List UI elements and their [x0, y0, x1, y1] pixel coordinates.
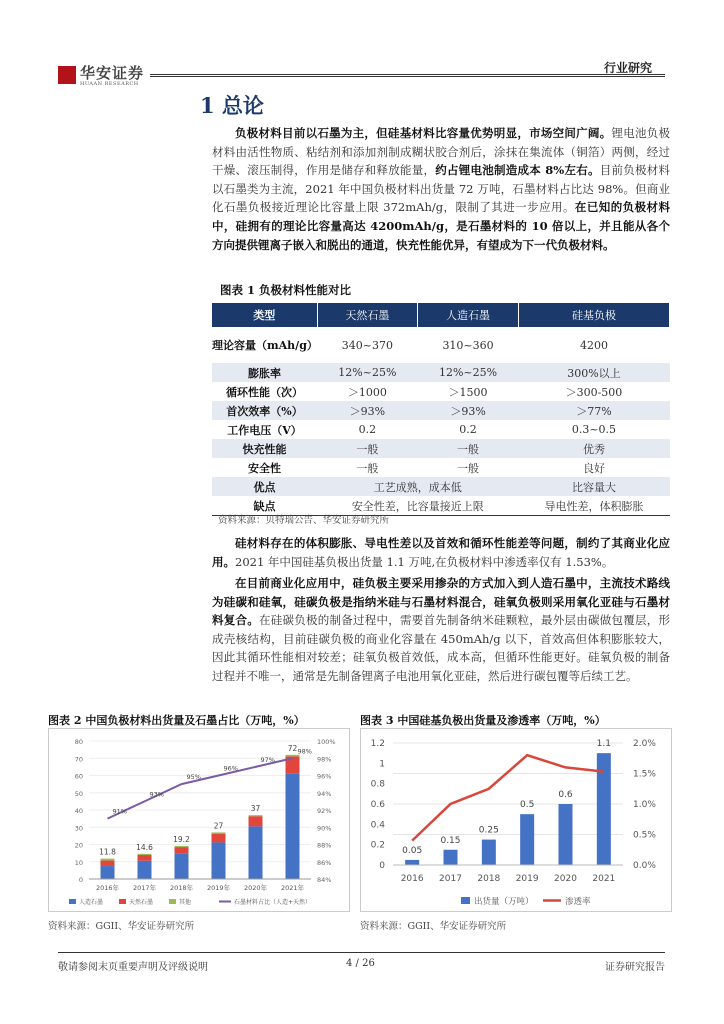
y2-tick-label: 86% — [317, 858, 332, 867]
figure-2-title: 图表 2 中国负极材料出货量及石墨占比（万吨，%） — [48, 714, 305, 727]
table-cell: 良好 — [582, 461, 605, 475]
legend-label: 渗透率 — [565, 897, 591, 907]
row-label: 膨胀率 — [212, 363, 317, 382]
y-tick-label: 80 — [74, 738, 83, 746]
figure-3-source: 资料来源：GGII、华安证券研究所 — [360, 921, 507, 932]
legend-label: 天然石墨 — [129, 899, 154, 906]
table-cell: 比容量大 — [518, 477, 669, 496]
y-tick-label: 0 — [379, 861, 385, 871]
legend-swatch — [461, 897, 470, 904]
legend-label: 人造石墨 — [79, 899, 104, 906]
y2-tick-label: 92% — [317, 807, 332, 815]
table-row — [212, 327, 670, 363]
bar-value-label: 0.15 — [440, 835, 461, 846]
bar-total-label: 37 — [250, 804, 261, 814]
table-cell: 340~370 — [341, 338, 393, 352]
row-label: 优点 — [212, 477, 317, 496]
footer-report-type: 证券研究报告 — [605, 962, 665, 973]
y2-tick-label: 1.5% — [633, 769, 656, 780]
x-tick-label: 2017 — [439, 874, 462, 884]
table-cell: 12%~25% — [317, 363, 418, 382]
figure-3-title: 图表 3 中国硅基负极出货量及渗透率（万吨，%） — [360, 714, 606, 727]
table-row — [212, 420, 670, 439]
table-row — [212, 382, 670, 401]
table-cell: 0.3~0.5 — [571, 423, 617, 436]
performance-table — [212, 303, 670, 516]
line-value-label: 97% — [260, 755, 275, 764]
y-tick-label: 0.4 — [370, 820, 385, 831]
table-cell: ＞300-500 — [565, 385, 623, 399]
bar-segment — [101, 861, 115, 867]
x-tick-label: 2017年 — [132, 884, 157, 892]
p2-text-1: 2021 年中国硅基负极出货量 1.1 万吨,在负极材料中渗透率仅有 1.53%。 — [235, 554, 614, 569]
bar-segment — [175, 847, 189, 854]
p1-bold-3: 在已知的负极材料中，硅拥有的理论比容量高达 4200mAh/g，是石墨材料的 10 倍以上，并且能从各个方向提供锂离子嵌入和脱出的通道，快充性能优异，有望成为下一代负极材料。 — [212, 200, 671, 252]
y-tick-label: 0.2 — [370, 840, 385, 851]
bar-value-label: 0.25 — [478, 825, 499, 836]
paragraph-3 — [212, 574, 670, 686]
y2-tick-label: 1.0% — [633, 800, 656, 810]
header-rule-2 — [150, 76, 665, 77]
legend-label: 石墨材料占比（人造+天然） — [234, 899, 312, 906]
p1-text-1: 锂电池负极材料由活性物质、粘结剂和添加剂制成糊状胶合剂后，涂抹在集流体（铜箔）两侧，经过干燥、滚压制得，作用是储存和释放能量， — [212, 126, 671, 178]
line-value-label: 96% — [223, 764, 238, 773]
y-tick-label: 20 — [74, 841, 83, 850]
bar — [482, 840, 496, 865]
bar-segment — [101, 866, 115, 879]
bar-segment — [175, 846, 189, 847]
y-tick-label: 60 — [74, 772, 83, 781]
table-row — [212, 401, 670, 420]
header-rule — [150, 74, 665, 75]
table-cell: ＞1500 — [448, 385, 488, 399]
bar-segment — [212, 842, 226, 879]
bar-segment — [138, 855, 152, 861]
bar-segment — [249, 826, 263, 879]
bar — [444, 850, 458, 865]
bar-segment — [175, 854, 189, 879]
bar-value-label: 1.1 — [596, 739, 611, 750]
bar-value-label: 0.5 — [520, 800, 535, 811]
y-tick-label: 0.6 — [370, 800, 385, 810]
x-tick-label: 2019 — [515, 874, 539, 884]
p1-bold-1: 负极材料目前以石墨为主，但硅基材料比容量优势明显，市场空间广阔。 — [235, 126, 612, 140]
chart-silicon-anode-shipments — [360, 728, 672, 912]
x-tick-label: 2018年 — [169, 884, 194, 892]
y-tick-label: 0 — [78, 876, 83, 884]
bar-segment — [249, 816, 263, 826]
bar — [520, 814, 534, 865]
table-cell: 0.2 — [358, 423, 377, 436]
y-tick-label: 1.2 — [370, 739, 385, 749]
table-cell: ＞1000 — [347, 385, 387, 399]
y-tick-label: 70 — [74, 755, 83, 764]
y2-tick-label: 96% — [317, 772, 332, 781]
y-tick-label: 40 — [74, 807, 83, 815]
bar-segment — [138, 854, 152, 855]
x-tick-label: 2018 — [477, 874, 501, 884]
x-tick-label: 2016年 — [95, 884, 120, 892]
brand-name: 华安证券 — [80, 64, 145, 82]
page-number: 4 / 26 — [346, 958, 375, 969]
table-row — [212, 458, 670, 477]
bar-segment — [138, 861, 152, 879]
bar-value-label: 0.6 — [558, 790, 573, 800]
line-value-label: 95% — [186, 773, 201, 782]
x-tick-label: 2020 — [554, 874, 577, 884]
y2-tick-label: 100% — [317, 738, 336, 746]
brand-logo-icon — [58, 66, 76, 84]
table-cell: 安全性差，比容量接近上限 — [317, 496, 518, 516]
row-label: 安全性 — [248, 461, 281, 475]
y2-tick-label: 88% — [317, 841, 332, 850]
x-tick-label: 2019年 — [206, 884, 231, 892]
table-cell: ＞77% — [518, 401, 669, 420]
table-header-cell: 人造石墨 — [418, 303, 519, 327]
bar — [405, 860, 419, 865]
table-cell: 工艺成熟，成本低 — [317, 477, 518, 496]
table-cell: 优秀 — [518, 439, 669, 458]
paragraph-2 — [212, 534, 670, 571]
y2-tick-label: 84% — [317, 876, 332, 884]
y-tick-label: 10 — [74, 858, 83, 867]
bar-segment — [212, 834, 226, 843]
p3-bold-1: 在目前商业化应用中，硅负极主要采用掺杂的方式加入到人造石墨中，主流技术路线为硅碳和硅氧， — [212, 576, 670, 609]
table-cell: 300%以上 — [518, 363, 669, 382]
y2-tick-label: 0.0% — [633, 861, 656, 871]
bar-segment — [249, 815, 263, 816]
table-cell: 12%~25% — [418, 363, 519, 382]
table-row — [212, 439, 670, 458]
p2-bold-1: 硅材料存在的体积膨胀、导电性差以及首效和循环性能差等问题，制约了其商业化应用。 — [212, 536, 670, 569]
chart-negative-material-shipments — [48, 728, 350, 912]
legend-label: 出货量（万吨） — [474, 897, 534, 907]
table-cell: 一般 — [457, 461, 480, 475]
table-1-source: 资料来源：贝特瑞公告、华安证券研究所 — [218, 515, 390, 526]
table-1-title: 图表 1 负极材料性能对比 — [220, 283, 352, 297]
row-label: 工作电压（V） — [227, 423, 302, 437]
line-value-label: 98% — [297, 747, 312, 756]
bar-value-label: 0.05 — [402, 845, 423, 856]
x-tick-label: 2016 — [400, 874, 424, 884]
p3-bold-2: 硅碳负极是指纳米硅与石墨材料混合，硅氧负极则采用氧化亚硅与石墨材料复合。 — [212, 594, 670, 628]
table-cell: 0.2 — [459, 423, 477, 436]
brand-sub: HUAAN RESEARCH — [80, 81, 139, 87]
bar — [559, 804, 573, 865]
line-value-label: 93% — [149, 790, 164, 799]
table-header-row — [212, 303, 670, 327]
table-cell: 4200 — [579, 338, 608, 352]
table-cell: ＞93% — [317, 401, 418, 420]
legend-swatch — [69, 899, 76, 904]
table-row — [212, 477, 670, 496]
p1-bold-2: 约占锂电池制造成本 8%左右。 — [435, 163, 600, 178]
y-tick-label: 50 — [74, 789, 83, 798]
legend-swatch — [169, 899, 176, 904]
y2-tick-label: 2.0% — [633, 739, 656, 749]
y-tick-label: 1 — [379, 759, 385, 770]
footer-disclaimer: 敬请参阅末页重要声明及评级说明 — [58, 962, 208, 973]
table-cell: 导电性差，体积膨胀 — [518, 496, 669, 516]
row-label: 首次效率（%） — [212, 401, 317, 420]
table-header-cell: 类型 — [212, 303, 317, 327]
y2-tick-label: 98% — [317, 755, 332, 764]
line-value-label: 91% — [112, 807, 127, 816]
table-cell: 310~360 — [442, 338, 494, 352]
y2-tick-label: 94% — [317, 789, 332, 798]
footer-rule — [58, 952, 665, 953]
row-label: 快充性能 — [212, 439, 317, 458]
bar-total-label: 72 — [287, 743, 298, 753]
bar-total-label: 11.8 — [99, 847, 116, 857]
bar-segment — [101, 859, 115, 861]
legend-swatch — [119, 899, 126, 904]
section-title: 1 总论 — [200, 93, 264, 118]
bar-segment — [212, 832, 226, 833]
y-tick-label: 0.8 — [370, 779, 385, 790]
p1-text-2: 目前负极材料以石墨类为主流，2021 年中国负极材料出货量 72 万吨，石墨材料占比达 98%。但商业化石墨负极接近理论比容量上限 372mAh/g，限制了其进一步应用。 — [212, 163, 671, 215]
penetration-line — [412, 755, 604, 840]
row-label: 循环性能（次） — [226, 385, 303, 399]
table-header-cell: 硅基负极 — [518, 303, 669, 327]
figure-2-source: 资料来源：GGII、华安证券研究所 — [48, 921, 195, 932]
table-row — [212, 363, 670, 382]
bar-segment — [286, 774, 300, 879]
x-tick-label: 2021年 — [280, 884, 305, 892]
x-tick-label: 2021 — [592, 874, 616, 884]
p3-text-1: 在硅碳负极的制备过程中，需要首先制备纳米硅颗粒，最外层由碳做包覆层，形成壳核结构，目前硅碳负极的商业化容量在 450mAh/g 以下，首效高但体积膨胀较大，因此其循环性能相对较差；硅氧负极首效低，成本高，但循环性能更好。硅氧负极的制备过程并不唯一，通常是先制备锂离子电池用氧化亚硅，然后进行碳包覆等后续工艺。 — [212, 613, 670, 683]
header-label: 行业研究 — [604, 61, 653, 75]
y2-tick-label: 0.5% — [633, 830, 656, 841]
bar-total-label: 19.2 — [173, 834, 190, 844]
table-cell: 一般 — [418, 439, 519, 458]
table-cell: 一般 — [356, 461, 379, 475]
paragraph-1 — [212, 124, 670, 254]
row-label: 理论容量（mAh/g） — [212, 339, 318, 352]
table-header-cell: 天然石墨 — [317, 303, 418, 327]
table-cell: ＞93% — [418, 401, 519, 420]
bar-total-label: 27 — [213, 821, 224, 831]
x-tick-label: 2020年 — [243, 884, 268, 892]
legend-label: 其他 — [179, 899, 192, 906]
bar-total-label: 14.6 — [136, 842, 153, 852]
table-cell: 一般 — [317, 439, 418, 458]
y-tick-label: 30 — [74, 824, 83, 833]
y2-tick-label: 90% — [317, 824, 332, 833]
row-label: 缺点 — [212, 496, 317, 516]
